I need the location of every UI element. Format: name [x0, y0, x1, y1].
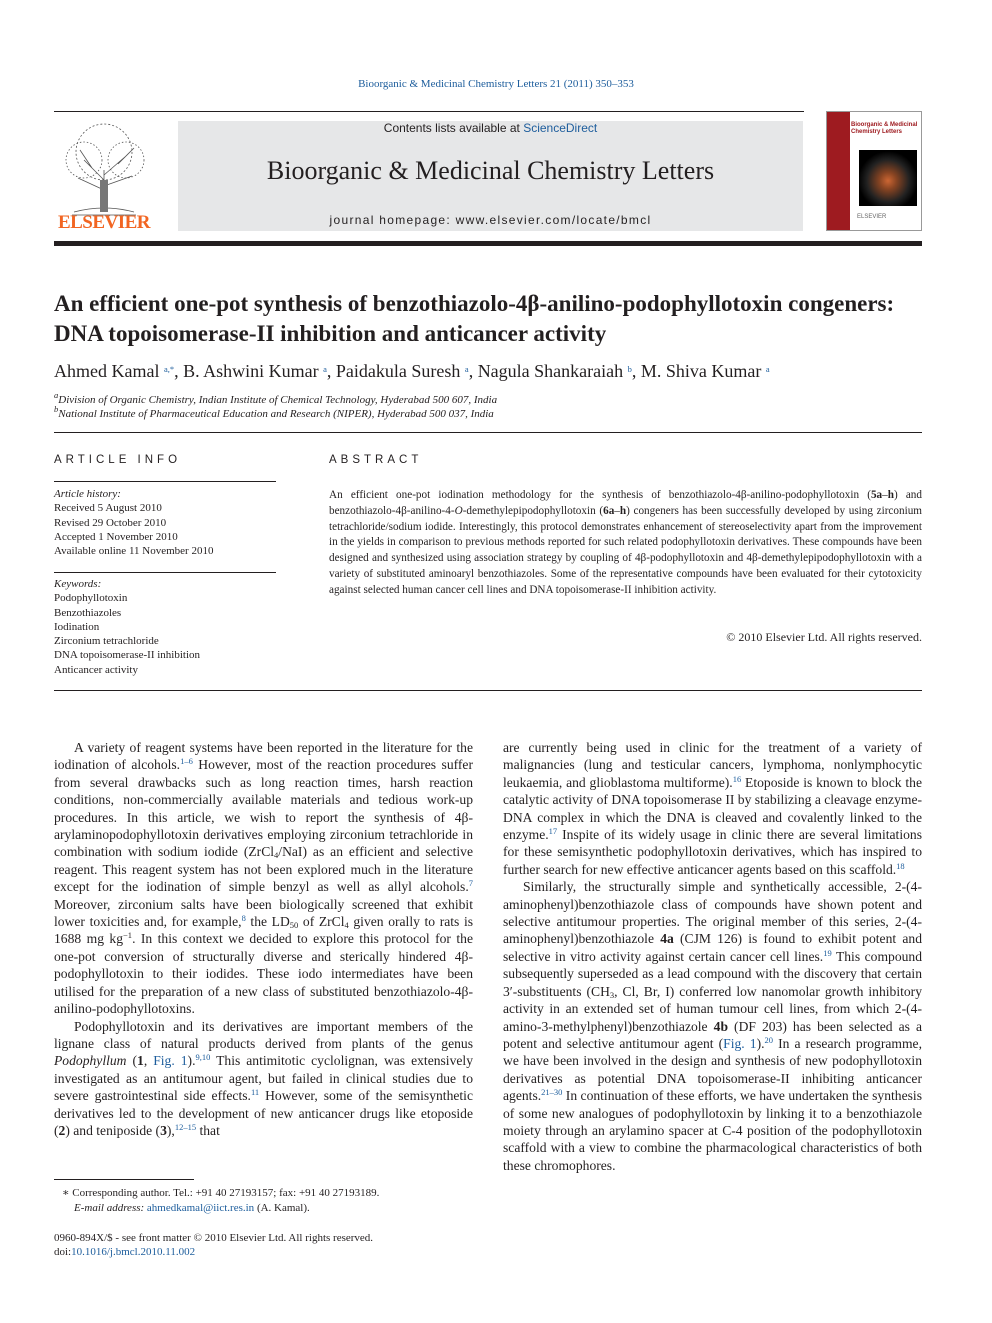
keyword: Podophyllotoxin [54, 592, 128, 605]
section-rule [54, 432, 922, 433]
cover-title: Bioorganic & Medicinal Chemistry Letters [851, 122, 918, 135]
history-item: Revised 29 October 2010 [54, 516, 167, 529]
author-name[interactable]: Ahmed Kamal [54, 361, 160, 381]
cover-publisher: ELSEVIER [857, 214, 887, 220]
homepage-prefix: journal homepage: [329, 213, 456, 227]
author-affil-sup[interactable]: a [765, 364, 770, 374]
sciencedirect-link[interactable]: ScienceDirect [523, 121, 598, 135]
body-paragraph: A variety of reagent systems have been reported in the literature for the iodination of alcohols.$^{1-6}$ However, most of the reaction procedures suffer from several drawbacks such as long reaction times, harsh reaction conditions, non-commercially available materials and tedious work-up procedures. In this article, we wish to report the synthesis of 4β-arylaminopodophyllotoxin derivatives employing zirconium tetrachloride in combination with sodium iodide (ZrCl$_4$/NaI) as an efficient and selective reagent. This reagent system has not been explored much in the literature except for the iodination of simple benzyl as well as allyl alcohols.$^7$ Moreover, zirconium salts have been biologically screened that exhibit lower toxicities and, for example,$^8$ the $LD_{50}$ of ZrCl$_4$ given orally to rats is 1688 mg $kg^{-1}$. In this context we decided to explore this protocol for the one-pot conversion of structurally diverse and sterically hindered 4β-podophyllotoxin to their iodides. These iodo intermediates have been utilised for the preparation of a new class of substituted benzothiazolo-4β-anilino-podophyllotoxins. [54, 740, 474, 1017]
author-name[interactable]: B. Ashwini Kumar [183, 361, 319, 381]
doi-line [54, 1245, 373, 1259]
affiliation-text: National Institute of Pharmaceutical Education and Research (NIPER), Hyderabad 500 037, India [58, 408, 494, 420]
email-label: E-mail address: [74, 1201, 147, 1214]
keyword: Benzothiazoles [54, 606, 122, 619]
keyword: Anticancer activity [54, 663, 138, 676]
author-affil-sup[interactable]: a,* [163, 364, 175, 374]
elsevier-wordmark[interactable]: ELSEVIER [57, 212, 151, 233]
footnote-email-line [54, 1201, 379, 1216]
body-column-left [54, 739, 473, 1139]
corresponding-footnote [54, 1186, 379, 1215]
author-name[interactable]: M. Shiva Kumar [640, 361, 762, 381]
journal-citation[interactable]: Bioorganic & Medicinal Chemistry Letters 21 (2011) 350–353 [358, 78, 634, 90]
keywords-label: Keywords: [54, 578, 102, 590]
contents-prefix: Contents lists available at [383, 121, 524, 135]
history-label: Article history: [54, 488, 121, 500]
article-info-heading: ARTICLE INFO [54, 454, 182, 466]
cover-image [859, 150, 917, 206]
abstract-text: An efficient one-pot iodination methodology for the synthesis of benzothiazolo-4β-anilino-podophyllotoxin (5a–h) and benzothiazolo-4β-anilino-4-O-demethylepipodophyllotoxin (6a–h) congeners has been successfully developed by using zirconium tetrachloride/sodium iodide. Interestingly, this protocol demonstrates enhancement of stereoselectivity apart from the improvement in the yields in comparison to previous methods reported for such related podophyllotoxin derivatives. These compounds have been designed and synthesized using association strategy by coupling of 4β-podophyllotoxin and 4β-demethylepipodophyllotoxin with a variety of substituted aminoaryl benzothiazoles. Some of the representative compounds have been evaluated for their cytotoxicity against selected human cancer cell lines and DNA topoisomerase-II inhibition activity. [329, 489, 922, 596]
contents-line [178, 121, 803, 135]
email-suffix: (A. Kamal). [254, 1201, 310, 1214]
keyword: Zirconium tetrachloride [54, 635, 159, 648]
cover-red-band [827, 112, 850, 230]
journal-title: Bioorganic & Medicinal Chemistry Letters [266, 156, 715, 185]
doi-label: doi: [54, 1246, 72, 1258]
doi-link[interactable]: 10.1016/j.bmcl.2010.11.002 [71, 1246, 196, 1258]
affiliation-b [54, 404, 494, 420]
info-rule [54, 481, 276, 482]
footnote-corr: Corresponding author. Tel.: +91 40 27193157; fax: +91 40 27193189. [72, 1187, 380, 1199]
footnote-marker: ∗ [62, 1187, 73, 1199]
author-list: Ahmed Kamal $^{a,*}$, B. Ashwini Kumar $^a$, Paidakula Suresh $^a$, Nagula Shankaraiah $^b$, M. Shiva Kumar $^a$ [54, 361, 770, 381]
history-item: Accepted 1 November 2010 [54, 530, 178, 543]
affiliation-text: Division of Organic Chemistry, Indian Institute of Chemical Technology, Hyderabad 500 607, India [58, 394, 498, 406]
author-name[interactable]: Paidakula Suresh [335, 361, 461, 381]
journal-cover[interactable] [826, 111, 922, 231]
info-rule [54, 572, 276, 573]
body-paragraph: are currently being used in clinic for the treatment of a variety of malignancies (lung and testicular cancers, lymphoma, nonlymphocytic leukaemia, and glioblastoma multiforme).$^{16}$ Etoposide is known to block the catalytic activity of DNA topoisomerase II by stabilizing a cleavage enzyme-DNA complex in which the DNA is cleaved and covalently linked to the enzyme.$^{17}$ Inspite of its widely usage in clinic there are several limitations for these semisynthetic podophyllotoxin derivatives, which has inspired to further search for new effective anticancer agents based on this scaffold.$^{18}$ [503, 740, 922, 877]
affiliation-sup: a [54, 390, 59, 400]
keywords [54, 577, 276, 677]
header-rule [54, 111, 804, 112]
body-column-right [503, 739, 922, 1174]
front-matter [54, 1231, 373, 1259]
homepage-url[interactable]: www.elsevier.com/locate/bmcl [455, 213, 652, 227]
keyword: Iodination [54, 620, 100, 633]
affiliation-a [54, 390, 498, 406]
abstract-copyright: © 2010 Elsevier Ltd. All rights reserved. [726, 630, 922, 644]
body-paragraph: Similarly, the structurally simple and synthetically accessible, 2-(4-aminophenyl)benzothiazole class of compounds have shown potent and selective antitumour properties. The original member of this series, 2-(4-aminophenyl)benzothiazole 4a (CJM 126) is found to exhibit potent and selective in vitro activity against certain cancer cell lines.$^{19}$ This compound subsequently superseded as a lead compound with the discovery that certain 3′-substituents ($CH_3$, Cl, Br, I) conferred low nanomolar growth inhibitory activity in an extended set of human tumour cell lines, from which 2-(4-amino-3-methylphenyl)benzothiazole 4b (DF 203) has been selected as a potent and selective antitumour agent (Fig. 1).$^{20}$ In a research programme, we have been involved in the design and synthesis of new podophyllotoxin derivatives as potential DNA topoisomerase-II inhibiting anticancer agents.$^{21-30}$ In continuation of these efforts, we have undertaken the synthesis of some new analogues of podophyllotoxin by linking it to a benzothiazole moiety through an arylamino spacer at C-4 position of the podophyllotoxin scaffold with a view to combine the pharmacological characteristics of both these chromophores. [503, 879, 923, 1173]
footnote-rule [54, 1179, 194, 1180]
keyword: DNA topoisomerase-II inhibition [54, 649, 201, 662]
history-item: Available online 11 November 2010 [54, 545, 214, 558]
article-history [54, 487, 276, 558]
article-title: An efficient one-pot synthesis of benzothiazolo-4β-anilino-podophyllotoxin congeners: DNA topoisomerase-II inhibition and anticancer activity [54, 291, 895, 346]
section-rule [54, 690, 922, 691]
author-affil-sup[interactable]: a [323, 364, 327, 374]
history-item: Received 5 August 2010 [54, 502, 162, 515]
footnote-corr-line [54, 1186, 379, 1201]
header-thick-rule [54, 241, 922, 246]
issn-line: 0960-894X/$ - see front matter © 2010 Elsevier Ltd. All rights reserved. [54, 1232, 374, 1244]
email-link[interactable]: ahmedkamal@iict.res.in [146, 1201, 255, 1214]
author-affil-sup[interactable]: b [627, 364, 632, 374]
abstract-heading: ABSTRACT [329, 454, 423, 466]
body-paragraph: Podophyllotoxin and its derivatives are important members of the lignane class of natural products derived from plants of the genus Podophyllum (1, Fig. 1).$^{9,10}$ This antimitotic cyclolignan, was extensively investigated as an antitumour agent, but failed in clinical studies due to severe gastrointestinal side effects.$^{11}$ However, some of the semisynthetic derivatives led to the development of new anticancer drugs like etoposide (2) and teniposide (3),$^{12-15}$ that [54, 1018, 473, 1138]
author-name[interactable]: Nagula Shankaraiah [477, 361, 624, 381]
journal-homepage [178, 213, 803, 227]
affiliation-sup: b [54, 404, 59, 414]
author-affil-sup[interactable]: a [464, 364, 469, 374]
